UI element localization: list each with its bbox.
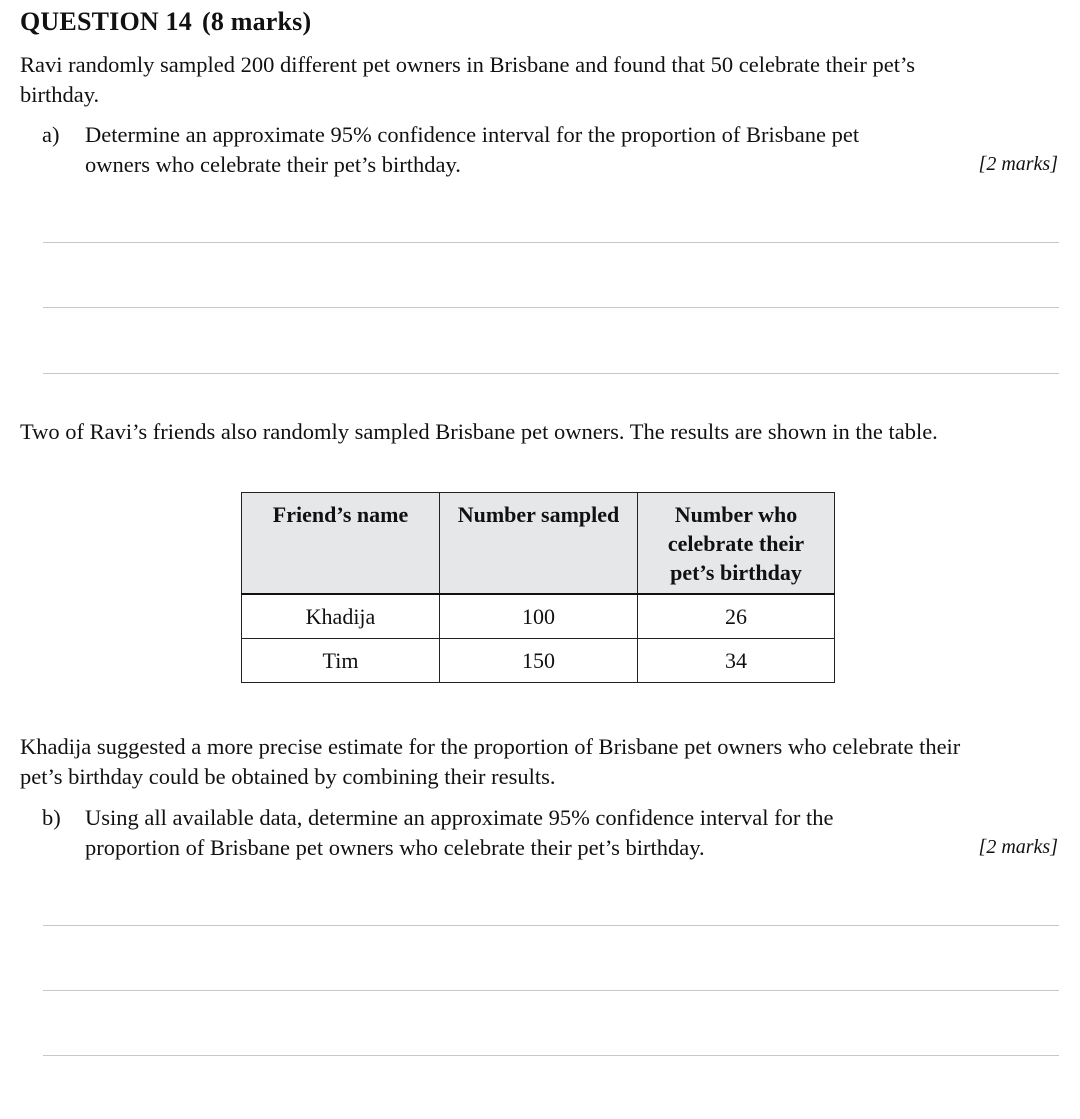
results-table — [241, 492, 835, 683]
part-b-answer-line-3[interactable] — [43, 1055, 1059, 1056]
part-a-line-2: owners who celebrate their pet’s birthday. — [85, 151, 461, 177]
part-a-answer-line-1[interactable] — [43, 242, 1059, 243]
part-a-label: a) — [42, 122, 60, 147]
part-a-marks: [2 marks] — [978, 153, 1058, 175]
header-celebrate-line-3: pet’s birthday — [670, 560, 802, 585]
question-heading — [20, 4, 311, 40]
khadija-paragraph — [20, 732, 1060, 791]
cell-celebrate: 26 — [638, 594, 835, 639]
question-marks: (8 marks) — [201, 7, 312, 36]
cell-celebrate: 34 — [638, 638, 835, 682]
part-b-label: b) — [42, 805, 61, 830]
intro-line-1: Ravi randomly sampled 200 different pet owners in Brisbane and found that 50 celebrate their pet’s — [20, 52, 915, 77]
header-celebrate-line-1: Number who — [674, 502, 798, 527]
part-b-line-1: Using all available data, determine an approximate 95% confidence interval for the — [85, 805, 834, 830]
part-b-marks: [2 marks] — [978, 836, 1058, 858]
friends-intro-line: Two of Ravi’s friends also randomly sampled Brisbane pet owners. The results are shown in the table. — [20, 419, 938, 444]
part-b-answer-line-2[interactable] — [43, 990, 1059, 991]
part-a-question — [85, 120, 985, 179]
table-row — [242, 638, 835, 682]
header-celebrate-line-2: celebrate their — [667, 531, 805, 556]
khadija-line-2: pet’s birthday could be obtained by combining their results. — [20, 763, 556, 789]
table-header-row — [242, 493, 835, 594]
part-b-line-2: proportion of Brisbane pet owners who celebrate their pet’s birthday. — [85, 834, 705, 860]
khadija-line-1: Khadija suggested a more precise estimate for the proportion of Brisbane pet owners who celebrate their — [20, 734, 961, 759]
part-a-answer-line-3[interactable] — [43, 373, 1059, 374]
part-a-line-1: Determine an approximate 95% confidence interval for the proportion of Brisbane pet — [85, 122, 860, 147]
header-number-sampled: Number sampled — [440, 493, 638, 594]
header-friend-name: Friend’s name — [242, 493, 440, 594]
question-title: QUESTION 14 — [20, 7, 192, 36]
cell-sampled: 150 — [440, 638, 638, 682]
cell-name: Tim — [242, 638, 440, 682]
friends-intro-paragraph — [20, 417, 1060, 447]
table-row — [242, 594, 835, 639]
part-a-answer-line-2[interactable] — [43, 307, 1059, 308]
intro-line-2: birthday. — [20, 81, 100, 107]
part-b-answer-line-1[interactable] — [43, 925, 1059, 926]
header-number-celebrate — [638, 493, 835, 594]
cell-sampled: 100 — [440, 594, 638, 639]
part-b-question — [85, 803, 985, 862]
intro-paragraph — [20, 50, 1060, 109]
cell-name: Khadija — [242, 594, 440, 639]
